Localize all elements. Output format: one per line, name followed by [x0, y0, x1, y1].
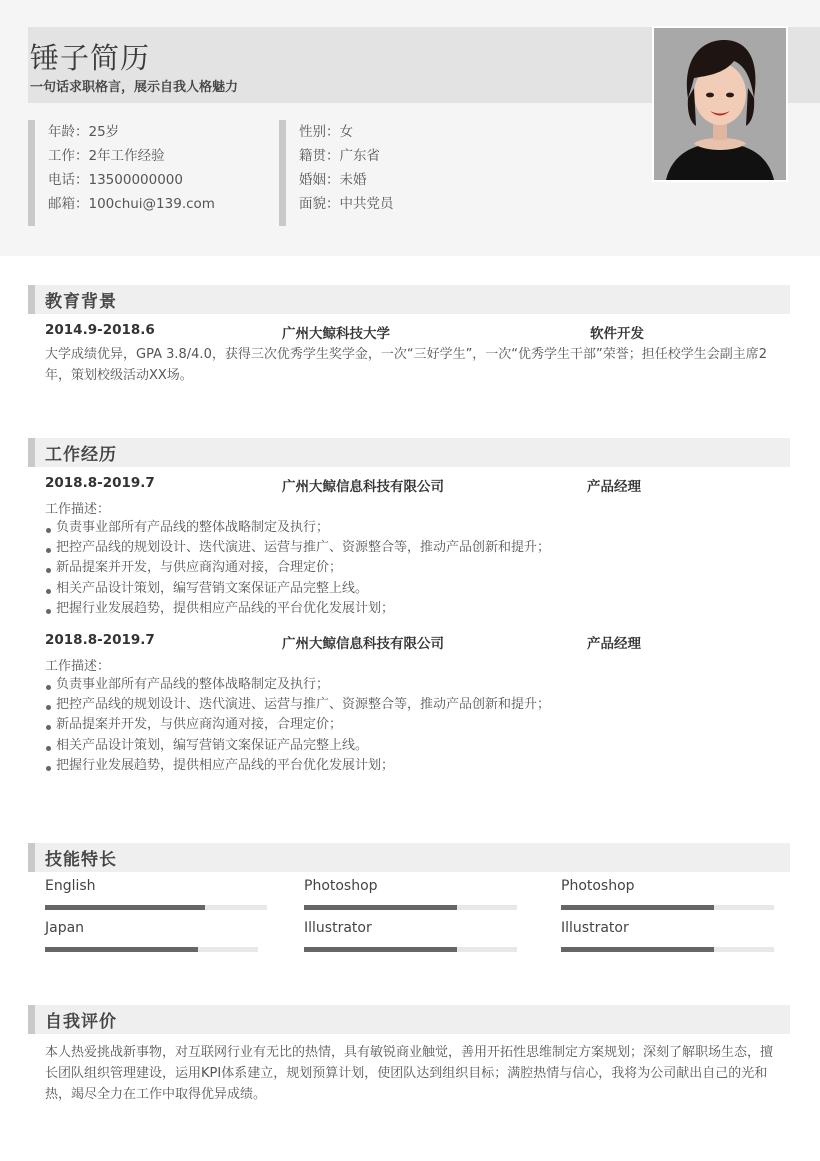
basic-info-right — [279, 120, 394, 226]
skill-bar-fill — [45, 905, 205, 910]
list-item: 负责事业部所有产品线的整体战略制定及执行； — [45, 675, 775, 695]
section-work — [28, 438, 790, 467]
section-education — [28, 285, 790, 314]
info-work-years: 工作：2年工作经验 — [48, 148, 165, 164]
section-title: 教育背景 — [45, 292, 117, 312]
skill-bar-track — [561, 947, 774, 952]
info-political: 面貌：中共党员 — [299, 196, 394, 212]
skill-item — [45, 920, 258, 960]
skill-item — [304, 920, 517, 960]
work-role: 产品经理 — [587, 479, 641, 495]
skill-bar-track — [304, 905, 517, 910]
info-email: 邮箱：100chui@139.com — [48, 196, 215, 212]
skill-bar-track — [561, 905, 774, 910]
list-item: 把控产品线的规划设计、迭代演进、运营与推广、资源整合等，推动产品创新和提升； — [45, 695, 775, 715]
list-item: 把控产品线的规划设计、迭代演进、运营与推广、资源整合等，推动产品创新和提升； — [45, 538, 775, 558]
work-desc-label: 工作描述： — [45, 659, 111, 674]
list-item: 新品提案并开发，与供应商沟通对接，合理定价； — [45, 558, 775, 578]
list-item: 负责事业部所有产品线的整体战略制定及执行； — [45, 518, 775, 538]
section-title: 技能特长 — [45, 850, 117, 870]
basic-info-left — [28, 120, 215, 226]
work-date: 2018.8-2019.7 — [45, 632, 155, 648]
work-date: 2018.8-2019.7 — [45, 475, 155, 491]
skill-name: Photoshop — [561, 878, 635, 894]
skill-name: Photoshop — [304, 878, 378, 894]
education-school: 广州大鲸科技大学 — [282, 326, 390, 342]
skill-name: Illustrator — [561, 920, 629, 936]
skill-bar-track — [45, 947, 258, 952]
info-hometown: 籍贯：广东省 — [299, 148, 380, 164]
section-title: 自我评价 — [45, 1012, 117, 1032]
resume-motto: 一句话求职格言，展示自我人格魅力 — [30, 80, 239, 95]
work-company: 广州大鲸信息科技有限公司 — [282, 479, 444, 495]
skill-name: Japan — [45, 920, 85, 936]
work-bullet-list — [45, 675, 775, 776]
skill-bar-fill — [561, 947, 714, 952]
skill-item — [561, 878, 774, 918]
work-desc-label: 工作描述： — [45, 502, 111, 517]
self-eval-text: 本人热爱挑战新事物，对互联网行业有无比的热情，具有敏锐商业触觉，善用开拓性思维制定方案规划；深刻了解职场生态，擅长团队组织管理建设，运用KPI体系建立，规划预算计划，使团队达到组织目标；满腔热情与信心，我将为公司献出自己的光和热，竭尽全力在工作中取得优异成绩。 — [45, 1045, 774, 1102]
list-item: 相关产品设计策划，编写营销文案保证产品完整上线。 — [45, 579, 775, 599]
list-item: 相关产品设计策划，编写营销文案保证产品完整上线。 — [45, 736, 775, 756]
skill-item — [45, 878, 267, 918]
education-entry-head — [45, 322, 785, 342]
work-company: 广州大鲸信息科技有限公司 — [282, 636, 444, 652]
profile-photo — [652, 26, 788, 182]
section-title: 工作经历 — [45, 445, 117, 465]
skill-name: Illustrator — [304, 920, 372, 936]
skill-item — [304, 878, 517, 918]
work-entry-head — [45, 632, 785, 652]
education-date: 2014.9-2018.6 — [45, 322, 155, 338]
skill-bar-track — [304, 947, 517, 952]
work-entry-head — [45, 475, 785, 495]
work-bullet-list — [45, 518, 775, 619]
section-skills — [28, 843, 790, 872]
skill-bar-fill — [45, 947, 198, 952]
skill-bar-fill — [561, 905, 714, 910]
skill-item — [561, 920, 774, 960]
education-major: 软件开发 — [590, 326, 644, 342]
skill-name: English — [45, 878, 96, 894]
list-item: 把握行业发展趋势，提供相应产品线的平台优化发展计划； — [45, 756, 775, 776]
list-item: 把握行业发展趋势，提供相应产品线的平台优化发展计划； — [45, 599, 775, 619]
info-marital: 婚姻：未婚 — [299, 172, 367, 188]
skill-bar-fill — [304, 905, 457, 910]
skill-bar-fill — [304, 947, 457, 952]
section-self-eval — [28, 1005, 790, 1034]
info-age: 年龄：25岁 — [48, 124, 120, 140]
education-description: 大学成绩优异，GPA 3.8/4.0，获得三次优秀学生奖学金，一次“三好学生”，一次“优秀学生干部”荣誉；担任校学生会副主席2年，策划校级活动XX场。 — [45, 347, 768, 383]
work-role: 产品经理 — [587, 636, 641, 652]
list-item: 新品提案并开发，与供应商沟通对接，合理定价； — [45, 715, 775, 735]
info-gender: 性别：女 — [299, 124, 353, 140]
info-phone: 电话：13500000000 — [48, 172, 183, 188]
resume-name: 锤子简历 — [30, 41, 151, 75]
skill-bar-track — [45, 905, 267, 910]
